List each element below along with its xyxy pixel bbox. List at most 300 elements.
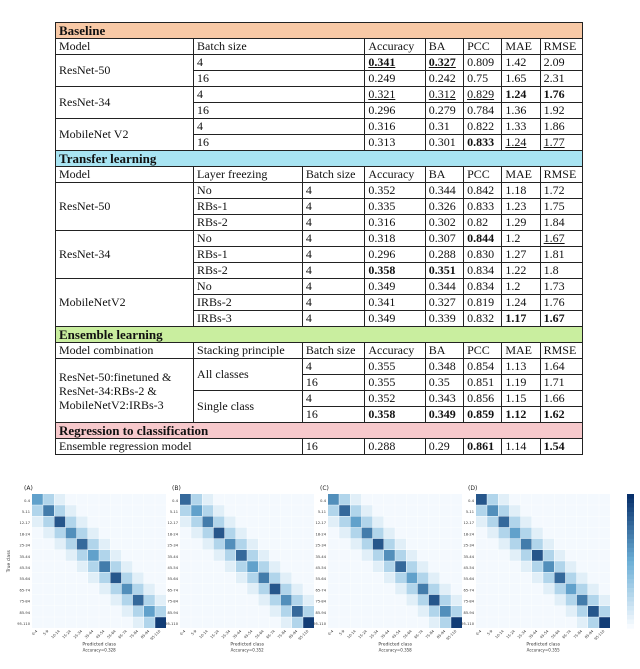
heatmap-cell bbox=[498, 561, 509, 572]
heatmap-cell bbox=[532, 550, 543, 561]
heatmap-cell bbox=[384, 494, 395, 505]
row-tick-label: 12-17 bbox=[19, 521, 30, 526]
heatmap-cell bbox=[270, 595, 281, 606]
th-rmse: RMSE bbox=[540, 167, 582, 183]
heatmap-cell bbox=[577, 539, 588, 550]
heatmap-cell bbox=[451, 561, 462, 572]
col-tick-label: 55-64 bbox=[402, 629, 413, 640]
heatmap-cell bbox=[406, 595, 417, 606]
batch-cell: 4 bbox=[302, 295, 364, 311]
batch-cell: 4 bbox=[302, 279, 364, 295]
heatmap-cell bbox=[43, 505, 54, 516]
row-tick-label: 65-74 bbox=[19, 588, 30, 593]
heatmap-cell bbox=[66, 550, 77, 561]
pcc-cell: 0.822 bbox=[464, 119, 502, 135]
row-tick-label: 35-44 bbox=[19, 554, 30, 559]
col-tick-label: 25-34 bbox=[368, 629, 380, 640]
heatmap-cell bbox=[303, 516, 314, 527]
heatmap-cell bbox=[54, 572, 65, 583]
pcc-cell: 0.854 bbox=[464, 359, 502, 375]
heatmap-cell bbox=[214, 561, 225, 572]
heatmap-cell bbox=[599, 505, 610, 516]
col-tick-label: 10-14 bbox=[198, 629, 209, 640]
heatmap-cell bbox=[292, 561, 303, 572]
heatmap-cell bbox=[88, 528, 99, 539]
model-line: ResNet-34:RBs-2 & bbox=[59, 383, 157, 398]
col-tick-label: 15-24 bbox=[209, 629, 220, 640]
heatmap-cell bbox=[487, 606, 498, 617]
mae-cell: 1.12 bbox=[502, 407, 540, 423]
heatmap-cell bbox=[395, 606, 406, 617]
heatmap-cell bbox=[521, 528, 532, 539]
heatmap-cell bbox=[429, 505, 440, 516]
heatmap-cell bbox=[303, 539, 314, 550]
th-batch: Batch size bbox=[302, 343, 364, 359]
ba-cell: 0.302 bbox=[425, 215, 463, 231]
heatmap-cell bbox=[281, 595, 292, 606]
heatmap-cell bbox=[566, 539, 577, 550]
heatmap-cell bbox=[54, 617, 65, 628]
heatmap-cell bbox=[418, 528, 429, 539]
col-tick-label: 25-34 bbox=[220, 629, 232, 640]
heatmap-cell bbox=[476, 606, 487, 617]
rmse-cell: 1.73 bbox=[540, 279, 582, 295]
heatmap-cell bbox=[191, 516, 202, 527]
heatmap-cell bbox=[191, 505, 202, 516]
heatmap-cell bbox=[498, 550, 509, 561]
heatmap-cell bbox=[339, 617, 350, 628]
heatmap-cell bbox=[339, 550, 350, 561]
heatmap-cell bbox=[77, 606, 88, 617]
acc-cell: 0.341 bbox=[365, 295, 425, 311]
heatmap-cell bbox=[577, 550, 588, 561]
heatmap-cell bbox=[292, 550, 303, 561]
row-tick-label: 0-4 bbox=[468, 498, 474, 503]
batch-cell: 16 bbox=[302, 375, 364, 391]
th-pcc: PCC bbox=[464, 39, 502, 55]
model-cell: ResNet-34 bbox=[56, 231, 194, 279]
heatmap-cell bbox=[451, 516, 462, 527]
acc-cell: 0.358 bbox=[365, 407, 425, 423]
heatmap-cell bbox=[32, 528, 43, 539]
col-tick-label: 55-64 bbox=[106, 629, 117, 640]
pcc-cell: 0.809 bbox=[464, 55, 502, 71]
col-tick-label: 85-94 bbox=[288, 629, 299, 640]
heatmap-cell bbox=[487, 528, 498, 539]
heatmap-cell bbox=[362, 539, 373, 550]
heatmap-cell bbox=[339, 494, 350, 505]
rmse-cell: 1.71 bbox=[540, 375, 582, 391]
heatmap-cell bbox=[303, 528, 314, 539]
heatmap-cell bbox=[270, 550, 281, 561]
col-tick-label: 5-9 bbox=[190, 629, 198, 637]
heatmap-cell bbox=[440, 572, 451, 583]
heatmap-cell bbox=[395, 539, 406, 550]
mae-cell: 1.42 bbox=[502, 55, 540, 71]
heatmap-cell bbox=[339, 516, 350, 527]
heatmap-cell bbox=[270, 516, 281, 527]
mae-cell: 1.14 bbox=[502, 439, 540, 455]
heatmap-cell bbox=[543, 584, 554, 595]
heatmap-cell bbox=[77, 505, 88, 516]
col-tick-label: 5-9 bbox=[486, 629, 494, 637]
heatmap-cell bbox=[43, 595, 54, 606]
col-tick-label: 5-9 bbox=[338, 629, 346, 637]
col-tick-label: 15-24 bbox=[61, 629, 72, 640]
th-rmse: RMSE bbox=[540, 343, 582, 359]
heatmap-cell bbox=[384, 550, 395, 561]
heatmap-cell bbox=[543, 550, 554, 561]
heatmap-cell bbox=[373, 561, 384, 572]
heatmap-cell bbox=[133, 584, 144, 595]
heatmap-cell bbox=[395, 561, 406, 572]
heatmap-cell bbox=[88, 494, 99, 505]
heatmap-cell bbox=[429, 550, 440, 561]
heatmap-cell bbox=[543, 528, 554, 539]
heatmap-cell bbox=[270, 572, 281, 583]
heatmap-cell bbox=[43, 572, 54, 583]
heatmap-cell bbox=[566, 516, 577, 527]
heatmap-cell bbox=[155, 584, 166, 595]
heatmap-cell bbox=[214, 550, 225, 561]
heatmap-cell bbox=[155, 539, 166, 550]
col-tick-label: 55-64 bbox=[550, 629, 561, 640]
heatmap-cell bbox=[373, 516, 384, 527]
panel-label: (A) bbox=[24, 485, 33, 492]
heatmap-cell bbox=[270, 561, 281, 572]
heatmap-cell bbox=[577, 516, 588, 527]
heatmap-cell bbox=[510, 539, 521, 550]
heatmap-cell bbox=[429, 494, 440, 505]
heatmap-cell bbox=[532, 561, 543, 572]
th-mae: MAE bbox=[502, 39, 540, 55]
heatmap-cell bbox=[225, 584, 236, 595]
heatmap-cell bbox=[110, 617, 121, 628]
heatmap-cell bbox=[350, 494, 361, 505]
heatmap-cell bbox=[418, 561, 429, 572]
heatmap-cell bbox=[429, 516, 440, 527]
freeze-cell: RBs-1 bbox=[194, 199, 303, 215]
freeze-cell: IRBs-3 bbox=[194, 311, 303, 327]
ba-cell: 0.301 bbox=[425, 135, 463, 151]
heatmap-cell bbox=[202, 595, 213, 606]
col-tick-label: 75-84 bbox=[424, 629, 436, 640]
heatmap-cell bbox=[180, 606, 191, 617]
heatmap-cell bbox=[476, 516, 487, 527]
heatmap-cell bbox=[577, 584, 588, 595]
heatmap-cell bbox=[122, 494, 133, 505]
heatmap-cell bbox=[418, 516, 429, 527]
heatmap-cell bbox=[588, 550, 599, 561]
table-row bbox=[56, 55, 583, 71]
col-tick-label: 45-54 bbox=[539, 629, 550, 640]
heatmap-cell bbox=[225, 561, 236, 572]
pcc-cell: 0.851 bbox=[464, 375, 502, 391]
heatmap-cell bbox=[281, 505, 292, 516]
section-title-baseline: Baseline bbox=[56, 23, 583, 39]
x-axis-label: Predicted class bbox=[230, 642, 265, 648]
heatmap-cell bbox=[328, 617, 339, 628]
heatmap-cell bbox=[328, 550, 339, 561]
heatmap-cell bbox=[476, 539, 487, 550]
heatmap-cell bbox=[110, 528, 121, 539]
heatmap-cell bbox=[577, 595, 588, 606]
heatmap-cell bbox=[155, 550, 166, 561]
ba-cell: 0.327 bbox=[425, 295, 463, 311]
heatmap-cell bbox=[532, 516, 543, 527]
heatmap-cell bbox=[510, 572, 521, 583]
heatmap-cell bbox=[110, 539, 121, 550]
heatmap-cell bbox=[418, 539, 429, 550]
heatmap-cell bbox=[258, 572, 269, 583]
heatmap-cell bbox=[54, 516, 65, 527]
heatmap-cell bbox=[202, 550, 213, 561]
heatmap-cell bbox=[566, 617, 577, 628]
mae-cell: 1.22 bbox=[502, 263, 540, 279]
heatmap-cell bbox=[122, 617, 133, 628]
heatmap-cell bbox=[406, 494, 417, 505]
heatmap-cell bbox=[362, 516, 373, 527]
heatmap-cell bbox=[202, 606, 213, 617]
heatmap-cell bbox=[521, 494, 532, 505]
heatmap-cell bbox=[543, 494, 554, 505]
mae-cell: 1.2 bbox=[502, 231, 540, 247]
heatmap-cell bbox=[429, 595, 440, 606]
batch-cell: 4 bbox=[302, 199, 364, 215]
col-tick-label: 25-34 bbox=[516, 629, 528, 640]
heatmap-cell bbox=[144, 539, 155, 550]
table-row bbox=[56, 359, 583, 375]
col-tick-label: 65-74 bbox=[561, 629, 572, 640]
col-tick-label: 10-14 bbox=[346, 629, 357, 640]
heatmap-cell bbox=[99, 494, 110, 505]
heatmap-cell bbox=[487, 561, 498, 572]
heatmap-cell bbox=[406, 561, 417, 572]
heatmap-cell bbox=[281, 550, 292, 561]
heatmap-cell bbox=[599, 550, 610, 561]
heatmap-cell bbox=[440, 550, 451, 561]
heatmap-cell bbox=[110, 595, 121, 606]
rmse-cell: 1.86 bbox=[540, 119, 582, 135]
acc-cell: 0.352 bbox=[365, 391, 425, 407]
pcc-cell: 0.844 bbox=[464, 231, 502, 247]
batch-cell: 4 bbox=[194, 87, 365, 103]
heatmap-cell bbox=[180, 584, 191, 595]
heatmap-cell bbox=[133, 617, 144, 628]
heatmap-cell bbox=[247, 617, 258, 628]
heatmap-cell bbox=[236, 528, 247, 539]
heatmap-cell bbox=[510, 561, 521, 572]
row-tick-label: 0-4 bbox=[24, 498, 30, 503]
row-tick-label: 75-84 bbox=[19, 599, 30, 604]
rmse-cell: 1.81 bbox=[540, 247, 582, 263]
heatmap-cell bbox=[350, 528, 361, 539]
row-tick-label: 25-34 bbox=[463, 543, 474, 548]
heatmap-cell bbox=[498, 494, 509, 505]
acc-cell: 0.249 bbox=[365, 71, 425, 87]
row-tick-label: 95-110 bbox=[313, 622, 326, 627]
heatmap-cell bbox=[54, 494, 65, 505]
row-tick-label: 25-34 bbox=[315, 543, 326, 548]
heatmap-cell bbox=[258, 505, 269, 516]
x-axis-label: Predicted class bbox=[378, 642, 413, 648]
heatmap-cell bbox=[384, 516, 395, 527]
ba-cell: 0.339 bbox=[425, 311, 463, 327]
heatmap-cell bbox=[270, 617, 281, 628]
heatmap-cell bbox=[487, 584, 498, 595]
col-tick-label: 75-84 bbox=[276, 629, 288, 640]
col-tick-label: 35-44 bbox=[528, 629, 539, 640]
ba-cell: 0.343 bbox=[425, 391, 463, 407]
heatmap-cell bbox=[476, 550, 487, 561]
heatmap-cell bbox=[88, 539, 99, 550]
heatmap-cell bbox=[487, 505, 498, 516]
heatmap-cell bbox=[281, 528, 292, 539]
heatmap-cell bbox=[144, 550, 155, 561]
pcc-cell: 0.833 bbox=[464, 199, 502, 215]
heatmap-cell bbox=[43, 528, 54, 539]
heatmap-cell bbox=[247, 505, 258, 516]
heatmap-cell bbox=[440, 539, 451, 550]
heatmap-cell bbox=[588, 505, 599, 516]
heatmap-cell bbox=[258, 494, 269, 505]
heatmap-cell bbox=[451, 584, 462, 595]
heatmap-cell bbox=[451, 528, 462, 539]
heatmap-cell bbox=[373, 572, 384, 583]
heatmap-cell bbox=[476, 494, 487, 505]
row-tick-label: 12-17 bbox=[463, 521, 474, 526]
colorbar-segment bbox=[627, 525, 634, 530]
heatmap-cell bbox=[588, 494, 599, 505]
th-pcc: PCC bbox=[464, 343, 502, 359]
col-tick-label: 10-14 bbox=[494, 629, 505, 640]
colorbar-segment bbox=[627, 615, 634, 620]
confusion-matrix-figure bbox=[0, 478, 640, 668]
row-tick-label: 85-94 bbox=[167, 610, 178, 615]
heatmap-cell bbox=[429, 539, 440, 550]
rmse-cell: 1.92 bbox=[540, 103, 582, 119]
row-tick-label: 75-84 bbox=[315, 599, 326, 604]
heatmap-cell bbox=[180, 561, 191, 572]
heatmap-cell bbox=[577, 528, 588, 539]
heatmap-cell bbox=[88, 584, 99, 595]
heatmap-cell bbox=[214, 606, 225, 617]
heatmap-cell bbox=[543, 561, 554, 572]
ba-cell: 0.349 bbox=[425, 407, 463, 423]
batch-cell: 4 bbox=[302, 263, 364, 279]
colorbar-segment bbox=[627, 597, 634, 602]
heatmap-cell bbox=[384, 561, 395, 572]
heatmap-cell bbox=[418, 572, 429, 583]
heatmap-cell bbox=[384, 595, 395, 606]
heatmap-cell bbox=[191, 528, 202, 539]
acc-cell: 0.349 bbox=[365, 311, 425, 327]
ba-cell: 0.327 bbox=[425, 55, 463, 71]
heatmap-cell bbox=[32, 505, 43, 516]
heatmap-cell bbox=[521, 505, 532, 516]
heatmap-cell bbox=[599, 528, 610, 539]
heatmap-cell bbox=[292, 494, 303, 505]
heatmap-cell bbox=[350, 505, 361, 516]
rmse-cell: 1.8 bbox=[540, 263, 582, 279]
heatmap-cell bbox=[66, 595, 77, 606]
heatmap-cell bbox=[32, 584, 43, 595]
heatmap-cell bbox=[566, 561, 577, 572]
heatmap-cell bbox=[144, 505, 155, 516]
heatmap-cell bbox=[77, 572, 88, 583]
heatmap-cell bbox=[487, 516, 498, 527]
heatmap-cell bbox=[54, 606, 65, 617]
col-tick-label: 35-44 bbox=[84, 629, 95, 640]
heatmap-cell bbox=[532, 539, 543, 550]
heatmap-cell bbox=[350, 617, 361, 628]
heatmap-cell bbox=[395, 550, 406, 561]
heatmap-cell bbox=[66, 617, 77, 628]
heatmap-cell bbox=[110, 494, 121, 505]
heatmap-cell bbox=[362, 494, 373, 505]
ba-cell: 0.344 bbox=[425, 183, 463, 199]
heatmap-cell bbox=[292, 572, 303, 583]
heatmap-cell bbox=[395, 572, 406, 583]
heatmap-cell bbox=[554, 528, 565, 539]
row-tick-label: 12-17 bbox=[315, 521, 326, 526]
heatmap-cell bbox=[339, 561, 350, 572]
heatmap-cell bbox=[554, 617, 565, 628]
heatmap-cell bbox=[599, 572, 610, 583]
heatmap-cell bbox=[328, 584, 339, 595]
acc-cell: 0.355 bbox=[365, 359, 425, 375]
row-tick-label: 35-44 bbox=[167, 554, 178, 559]
heatmap-cell bbox=[554, 595, 565, 606]
heatmap-cell bbox=[588, 516, 599, 527]
table-row bbox=[56, 279, 583, 295]
heatmap-cell bbox=[214, 595, 225, 606]
heatmap-cell bbox=[99, 505, 110, 516]
heatmap-cell bbox=[133, 539, 144, 550]
heatmap-cell bbox=[133, 561, 144, 572]
heatmap-cell bbox=[88, 550, 99, 561]
heatmap-cell bbox=[532, 528, 543, 539]
batch-cell: 4 bbox=[302, 311, 364, 327]
heatmap-cell bbox=[281, 561, 292, 572]
heatmap-cell bbox=[110, 561, 121, 572]
heatmap-cell bbox=[543, 617, 554, 628]
heatmap-cell bbox=[328, 606, 339, 617]
heatmap-cell bbox=[532, 595, 543, 606]
heatmap-cell bbox=[577, 572, 588, 583]
heatmap-cell bbox=[599, 617, 610, 628]
col-tick-label: 5-9 bbox=[42, 629, 50, 637]
th-ba: BA bbox=[425, 167, 463, 183]
heatmap-cell bbox=[32, 572, 43, 583]
heatmap-cell bbox=[429, 584, 440, 595]
heatmap-cell bbox=[362, 606, 373, 617]
colorbar-segment bbox=[627, 593, 634, 598]
th-mae: MAE bbox=[502, 343, 540, 359]
heatmap-cell bbox=[247, 606, 258, 617]
colorbar-segment bbox=[627, 557, 634, 562]
accuracy-label: Accuracy=0.352 bbox=[230, 647, 264, 653]
th-pcc: PCC bbox=[464, 167, 502, 183]
heatmap-cell bbox=[66, 539, 77, 550]
heatmap-cell bbox=[498, 606, 509, 617]
heatmap-cell bbox=[43, 539, 54, 550]
colorbar-segment bbox=[627, 570, 634, 575]
heatmap-cell bbox=[498, 516, 509, 527]
colorbar-segment bbox=[627, 503, 634, 508]
th-stacking: Stacking principle bbox=[194, 343, 303, 359]
heatmap-cell bbox=[133, 595, 144, 606]
